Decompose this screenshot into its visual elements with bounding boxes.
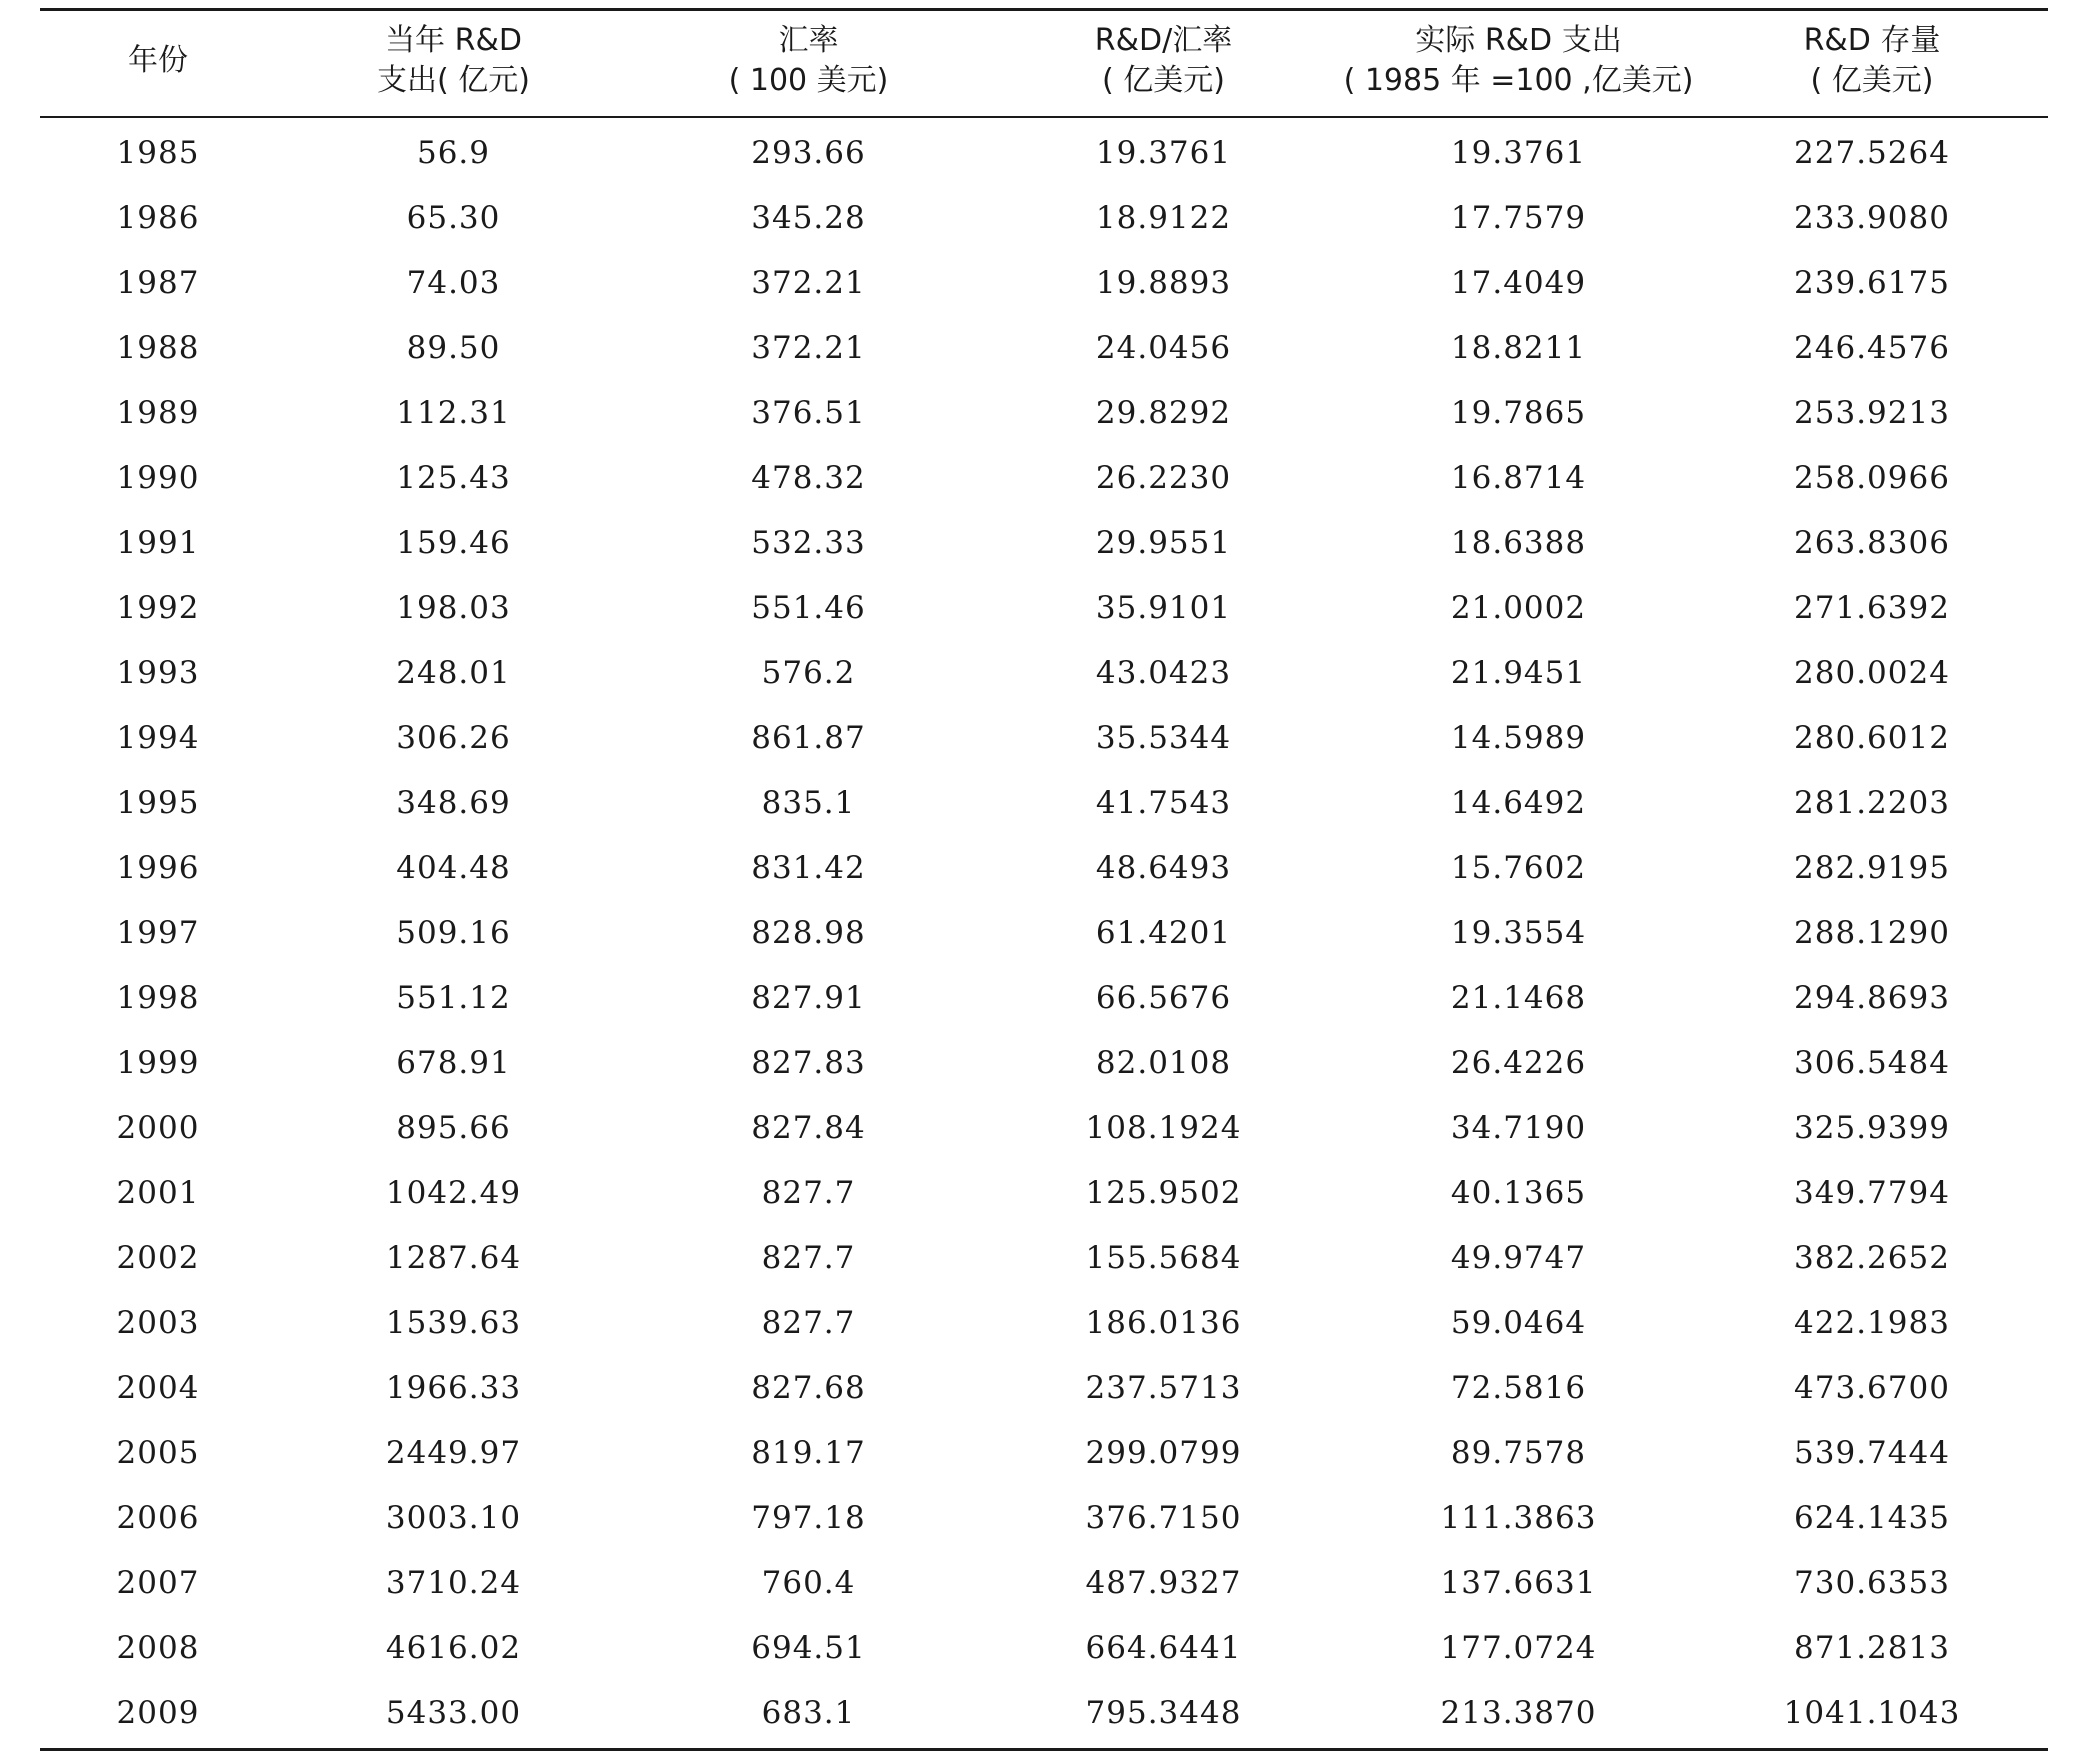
- cell-real-rd: 16.8714: [1450, 459, 1587, 496]
- cell-real-rd: 49.9747: [1450, 1239, 1587, 1276]
- table-row: [40, 1485, 2048, 1550]
- cell-real-rd: 72.5816: [1450, 1369, 1587, 1406]
- cell-rd-usd: 125.9502: [1085, 1174, 1242, 1211]
- cell-current-rd: 1539.63: [385, 1304, 522, 1341]
- header-year: [40, 8, 276, 114]
- header-line: ( 亿美元): [1102, 63, 1225, 98]
- cell-exchange-rate: 576.2: [761, 654, 856, 691]
- cell-real-rd: 89.7578: [1450, 1434, 1587, 1471]
- cell-exchange-rate: 293.66: [751, 134, 866, 171]
- cell-real-rd: 111.3863: [1440, 1499, 1597, 1536]
- table-row: [40, 185, 2048, 250]
- cell-exchange-rate: 345.28: [751, 199, 866, 236]
- cell-real-rd: 15.7602: [1450, 849, 1587, 886]
- cell-rd-usd: 48.6493: [1095, 849, 1232, 886]
- table-row: [40, 575, 2048, 640]
- cell-real-rd: 177.0724: [1440, 1629, 1597, 1666]
- cell-exchange-rate: 828.98: [751, 914, 866, 951]
- table-body: [40, 114, 2048, 1745]
- cell-year: 1997: [116, 914, 200, 951]
- cell-current-rd: 125.43: [396, 459, 511, 496]
- header-exchange-rate: [631, 8, 986, 114]
- cell-year: 1999: [116, 1044, 200, 1081]
- table-row: [40, 705, 2048, 770]
- cell-rd-usd: 237.5713: [1085, 1369, 1242, 1406]
- cell-year: 1988: [116, 329, 200, 366]
- cell-current-rd: 4616.02: [385, 1629, 522, 1666]
- cell-current-rd: 1042.49: [385, 1174, 522, 1211]
- header-line: ( 亿美元): [1810, 63, 1934, 98]
- cell-current-rd: 306.26: [396, 719, 511, 756]
- cell-rd-usd: 61.4201: [1095, 914, 1232, 951]
- cell-rd-usd: 26.2230: [1095, 459, 1232, 496]
- cell-rd-stock: 239.6175: [1794, 264, 1950, 301]
- table-row: [40, 1030, 2048, 1095]
- cell-rd-usd: 66.5676: [1095, 979, 1232, 1016]
- cell-exchange-rate: 827.7: [761, 1174, 856, 1211]
- cell-exchange-rate: 372.21: [751, 264, 866, 301]
- cell-year: 1996: [116, 849, 200, 886]
- cell-rd-usd: 487.9327: [1085, 1564, 1242, 1601]
- cell-rd-usd: 24.0456: [1095, 329, 1232, 366]
- cell-current-rd: 404.48: [396, 849, 511, 886]
- cell-rd-stock: 271.6392: [1794, 589, 1950, 626]
- cell-year: 2004: [116, 1369, 200, 1406]
- table-row: [40, 1615, 2048, 1680]
- cell-real-rd: 19.3554: [1450, 914, 1587, 951]
- cell-current-rd: 248.01: [396, 654, 511, 691]
- cell-exchange-rate: 827.83: [751, 1044, 866, 1081]
- cell-year: 1995: [116, 784, 200, 821]
- table-row: [40, 250, 2048, 315]
- cell-rd-usd: 18.9122: [1095, 199, 1232, 236]
- cell-real-rd: 26.4226: [1450, 1044, 1587, 1081]
- header-line: 年份: [128, 43, 188, 78]
- cell-rd-stock: 422.1983: [1794, 1304, 1950, 1341]
- cell-exchange-rate: 861.87: [751, 719, 866, 756]
- cell-rd-usd: 186.0136: [1085, 1304, 1242, 1341]
- cell-real-rd: 40.1365: [1450, 1174, 1587, 1211]
- header-row: [40, 8, 2048, 114]
- cell-exchange-rate: 532.33: [751, 524, 866, 561]
- cell-real-rd: 14.5989: [1450, 719, 1587, 756]
- cell-rd-usd: 795.3448: [1085, 1694, 1242, 1731]
- cell-exchange-rate: 827.84: [751, 1109, 866, 1146]
- cell-current-rd: 89.50: [406, 329, 501, 366]
- cell-exchange-rate: 835.1: [761, 784, 856, 821]
- cell-current-rd: 509.16: [396, 914, 511, 951]
- table-row: [40, 1225, 2048, 1290]
- cell-exchange-rate: 376.51: [751, 394, 866, 431]
- cell-rd-stock: 325.9399: [1794, 1109, 1950, 1146]
- cell-rd-stock: 288.1290: [1794, 914, 1950, 951]
- cell-current-rd: 348.69: [396, 784, 511, 821]
- table-row: [40, 380, 2048, 445]
- cell-year: 1985: [116, 134, 200, 171]
- cell-exchange-rate: 827.7: [761, 1304, 856, 1341]
- cell-exchange-rate: 683.1: [761, 1694, 856, 1731]
- cell-year: 2001: [116, 1174, 200, 1211]
- cell-rd-stock: 258.0966: [1794, 459, 1950, 496]
- table-row: [40, 900, 2048, 965]
- cell-current-rd: 5433.00: [385, 1694, 522, 1731]
- cell-rd-stock: 306.5484: [1794, 1044, 1950, 1081]
- cell-exchange-rate: 831.42: [751, 849, 866, 886]
- cell-real-rd: 21.9451: [1450, 654, 1587, 691]
- cell-current-rd: 74.03: [406, 264, 501, 301]
- cell-exchange-rate: 827.68: [751, 1369, 866, 1406]
- cell-exchange-rate: 819.17: [751, 1434, 866, 1471]
- cell-real-rd: 14.6492: [1450, 784, 1587, 821]
- table-row: [40, 835, 2048, 900]
- cell-year: 1986: [116, 199, 200, 236]
- cell-year: 2006: [116, 1499, 200, 1536]
- cell-exchange-rate: 694.51: [751, 1629, 866, 1666]
- cell-rd-usd: 82.0108: [1095, 1044, 1232, 1081]
- cell-exchange-rate: 827.7: [761, 1239, 856, 1276]
- cell-rd-stock: 624.1435: [1794, 1499, 1950, 1536]
- cell-rd-stock: 280.0024: [1794, 654, 1950, 691]
- cell-rd-usd: 41.7543: [1095, 784, 1232, 821]
- table-row: [40, 965, 2048, 1030]
- cell-real-rd: 19.3761: [1450, 134, 1587, 171]
- header-current-rd: [276, 8, 631, 114]
- header-line: 支出( 亿元): [377, 63, 530, 98]
- table-row: [40, 114, 2048, 185]
- cell-current-rd: 678.91: [396, 1044, 511, 1081]
- cell-rd-stock: 246.4576: [1794, 329, 1950, 366]
- cell-rd-stock: 382.2652: [1794, 1239, 1950, 1276]
- cell-year: 2009: [116, 1694, 200, 1731]
- header-line: 当年 R&D: [385, 23, 522, 58]
- table-row: [40, 1680, 2048, 1745]
- header-line: R&D 存量: [1803, 23, 1941, 58]
- cell-rd-usd: 108.1924: [1085, 1109, 1242, 1146]
- table-row: [40, 510, 2048, 575]
- table-row: [40, 770, 2048, 835]
- cell-year: 2002: [116, 1239, 200, 1276]
- cell-real-rd: 137.6631: [1440, 1564, 1597, 1601]
- header-line: 汇率: [778, 23, 839, 58]
- cell-rd-usd: 35.5344: [1095, 719, 1232, 756]
- cell-rd-stock: 280.6012: [1794, 719, 1950, 756]
- cell-rd-stock: 349.7794: [1794, 1174, 1950, 1211]
- cell-rd-usd: 299.0799: [1085, 1434, 1242, 1471]
- cell-rd-stock: 253.9213: [1794, 394, 1950, 431]
- cell-current-rd: 56.9: [416, 134, 491, 171]
- header-line: ( 1985 年 =100 ,亿美元): [1343, 63, 1694, 98]
- table-row: [40, 1095, 2048, 1160]
- cell-year: 1987: [116, 264, 200, 301]
- cell-year: 2003: [116, 1304, 200, 1341]
- cell-rd-usd: 664.6441: [1085, 1629, 1242, 1666]
- cell-rd-stock: 473.6700: [1794, 1369, 1950, 1406]
- header-rd-stock: [1696, 8, 2048, 114]
- cell-rd-stock: 263.8306: [1794, 524, 1950, 561]
- cell-year: 1993: [116, 654, 200, 691]
- cell-rd-stock: 282.9195: [1794, 849, 1950, 886]
- cell-rd-stock: 871.2813: [1794, 1629, 1950, 1666]
- cell-year: 1994: [116, 719, 200, 756]
- table-row: [40, 1290, 2048, 1355]
- table-row: [40, 1420, 2048, 1485]
- cell-current-rd: 112.31: [396, 394, 511, 431]
- cell-current-rd: 65.30: [406, 199, 501, 236]
- cell-rd-usd: 29.8292: [1095, 394, 1232, 431]
- cell-rd-usd: 376.7150: [1085, 1499, 1242, 1536]
- cell-current-rd: 198.03: [396, 589, 511, 626]
- cell-rd-usd: 19.3761: [1095, 134, 1232, 171]
- cell-rd-usd: 155.5684: [1085, 1239, 1242, 1276]
- cell-exchange-rate: 372.21: [751, 329, 866, 366]
- cell-rd-stock: 281.2203: [1794, 784, 1950, 821]
- cell-real-rd: 59.0464: [1450, 1304, 1587, 1341]
- cell-rd-usd: 29.9551: [1095, 524, 1232, 561]
- data-table-container: [40, 8, 2048, 1745]
- cell-real-rd: 19.7865: [1450, 394, 1587, 431]
- cell-year: 2005: [116, 1434, 200, 1471]
- cell-rd-stock: 1041.1043: [1783, 1694, 1961, 1731]
- table-header-rule: [40, 116, 2048, 118]
- cell-rd-stock: 294.8693: [1794, 979, 1950, 1016]
- cell-rd-usd: 35.9101: [1095, 589, 1232, 626]
- cell-year: 1990: [116, 459, 200, 496]
- cell-current-rd: 895.66: [396, 1109, 511, 1146]
- cell-exchange-rate: 478.32: [751, 459, 866, 496]
- cell-year: 1991: [116, 524, 200, 561]
- header-rd-usd: [986, 8, 1341, 114]
- table-row: [40, 1160, 2048, 1225]
- table-bottom-rule: [40, 1748, 2048, 1751]
- header-line: R&D/汇率: [1094, 23, 1233, 58]
- cell-exchange-rate: 551.46: [751, 589, 866, 626]
- cell-current-rd: 3003.10: [385, 1499, 522, 1536]
- cell-rd-stock: 227.5264: [1794, 134, 1950, 171]
- table-row: [40, 640, 2048, 705]
- table-header: [40, 8, 2048, 114]
- cell-rd-usd: 43.0423: [1095, 654, 1232, 691]
- cell-current-rd: 1966.33: [385, 1369, 522, 1406]
- header-real-rd: [1341, 8, 1696, 114]
- cell-rd-usd: 19.8893: [1095, 264, 1232, 301]
- cell-exchange-rate: 797.18: [751, 1499, 866, 1536]
- table-top-rule: [40, 8, 2048, 11]
- header-line: ( 100 美元): [728, 63, 889, 98]
- rd-data-table: [40, 8, 2048, 1745]
- cell-real-rd: 18.6388: [1450, 524, 1587, 561]
- cell-rd-stock: 233.9080: [1794, 199, 1950, 236]
- cell-year: 1992: [116, 589, 200, 626]
- cell-year: 2007: [116, 1564, 200, 1601]
- cell-real-rd: 17.7579: [1450, 199, 1587, 236]
- cell-current-rd: 159.46: [396, 524, 511, 561]
- cell-current-rd: 551.12: [396, 979, 511, 1016]
- cell-real-rd: 17.4049: [1450, 264, 1587, 301]
- cell-real-rd: 21.0002: [1450, 589, 1587, 626]
- table-row: [40, 315, 2048, 380]
- cell-year: 1998: [116, 979, 200, 1016]
- cell-real-rd: 21.1468: [1450, 979, 1587, 1016]
- cell-year: 1989: [116, 394, 200, 431]
- cell-rd-stock: 730.6353: [1794, 1564, 1950, 1601]
- cell-current-rd: 3710.24: [385, 1564, 522, 1601]
- cell-year: 2000: [116, 1109, 200, 1146]
- cell-exchange-rate: 827.91: [751, 979, 866, 1016]
- cell-real-rd: 34.7190: [1450, 1109, 1587, 1146]
- cell-year: 2008: [116, 1629, 200, 1666]
- cell-current-rd: 1287.64: [385, 1239, 522, 1276]
- table-row: [40, 445, 2048, 510]
- cell-real-rd: 18.8211: [1450, 329, 1587, 366]
- cell-current-rd: 2449.97: [385, 1434, 522, 1471]
- header-line: 实际 R&D 支出: [1415, 23, 1622, 58]
- table-row: [40, 1550, 2048, 1615]
- cell-real-rd: 213.3870: [1440, 1694, 1597, 1731]
- cell-exchange-rate: 760.4: [761, 1564, 856, 1601]
- table-row: [40, 1355, 2048, 1420]
- cell-rd-stock: 539.7444: [1794, 1434, 1950, 1471]
